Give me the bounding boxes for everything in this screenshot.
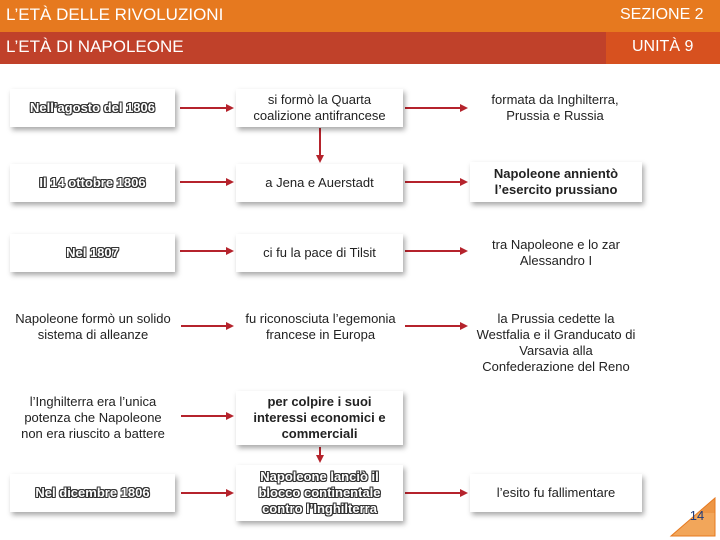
page-subtitle: L’ETÀ DI NAPOLEONE <box>6 37 184 56</box>
timeline-box-right: Napoleone annientò l’esercito prussiano <box>470 162 642 202</box>
timeline-box-right: l’esito fu fallimentare <box>470 474 642 512</box>
timeline-box-left: Nell’agosto del 1806 <box>10 89 175 127</box>
timeline-box-right: formata da Inghilterra, Prussia e Russia <box>491 92 619 123</box>
timeline-box-right: la Prussia cedette la Westfalia e il Granducato di Varsavia alla Confederazione del Reno <box>476 311 636 374</box>
timeline-box-middle: per colpire i suoi interessi economici e commerciali <box>236 391 403 445</box>
timeline-box-middle: a Jena e Auerstadt <box>236 164 403 202</box>
timeline-box-left: Napoleone formò un solido sistema di alleanze <box>15 311 171 342</box>
page-number: 14 <box>689 508 705 523</box>
timeline-box-left: Nel 1807 <box>10 234 175 272</box>
page-title: L’ETÀ DELLE RIVOLUZIONI <box>6 5 224 24</box>
timeline-box-left: Il 14 ottobre 1806 <box>10 164 175 202</box>
timeline-box-middle: ci fu la pace di Tilsit <box>236 234 403 272</box>
timeline-box-right: tra Napoleone e lo zar Alessandro I <box>492 237 620 268</box>
timeline-box-middle: fu riconosciuta l’egemonia francese in Europa <box>245 311 396 342</box>
timeline-box-middle: si formò la Quarta coalizione antifrancese <box>236 89 403 127</box>
timeline-box-middle: Napoleone lanciò il blocco continentale contro l’Inghilterra <box>236 465 403 521</box>
timeline-box-left: Nel dicembre 1806 <box>10 474 175 512</box>
section-label: SEZIONE 2 <box>620 6 704 23</box>
unit-label: UNITÀ 9 <box>632 38 694 55</box>
timeline-box-left: l’Inghilterra era l’unica potenza che Napoleone non era riuscito a battere <box>21 394 165 441</box>
